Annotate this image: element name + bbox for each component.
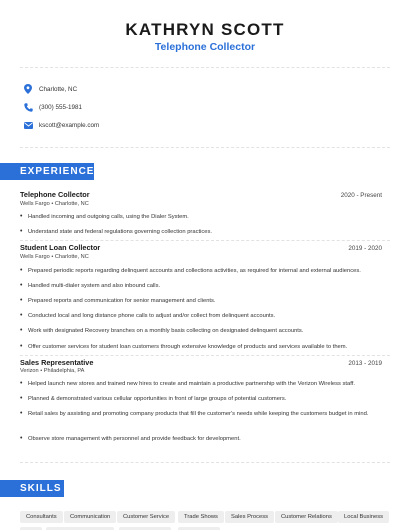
email-text: kscott@example.com [39, 121, 100, 129]
job-company [20, 368, 84, 374]
list-item: • Planned & demonstrated various cellular opportunities in front of large groups of potential customers. [20, 395, 287, 402]
company-name: Wells Fargo [20, 201, 50, 207]
company-location: Charlotte, NC [54, 201, 89, 207]
list-item: • Prepared reports and communication for senior management and clients. [20, 297, 216, 304]
skill-tag: Communication [64, 511, 116, 523]
separator: • [51, 201, 54, 207]
contact-phone [22, 101, 82, 113]
divider [20, 67, 390, 68]
phone-text: (300) 555-1981 [39, 103, 83, 111]
divider [20, 462, 390, 463]
list-item: • Work with designated Recovery branches on a monthly basis collecting on designated delinquent accounts. [20, 327, 304, 334]
candidate-title: Telephone Collector [154, 41, 256, 53]
company-name: Wells Fargo [20, 254, 50, 260]
company-name: Verizon [20, 368, 39, 374]
skill-tag: Local Business [338, 511, 389, 523]
list-item: • Handled incoming and outgoing calls, using the Dialer System. [20, 213, 189, 220]
location-pin-icon [22, 83, 34, 95]
phone-icon [22, 101, 34, 113]
job-role: Student Loan Collector [20, 243, 101, 252]
list-item: • Helped launch new stores and trained new hires to create and maintain a productive partnership with the Verizon Wireless staff. [20, 380, 355, 387]
envelope-icon [22, 119, 34, 131]
separator: • [40, 368, 43, 374]
candidate-name: KATHRYN SCOTT [125, 20, 285, 39]
skills-heading: SKILLS [0, 480, 64, 497]
divider [20, 355, 390, 356]
skill-tag: Consultants [20, 511, 63, 523]
job-header [20, 358, 382, 367]
list-item: • Observe store management with personnel and provide feedback for development. [20, 435, 241, 442]
job-dates: 2013 - 2019 [348, 360, 382, 367]
job-header [20, 243, 382, 252]
list-item: • Conducted local and long distance phone calls to adjust and/or collect from delinquent accounts. [20, 312, 276, 319]
company-location: Charlotte, NC [54, 254, 89, 260]
job-company [20, 201, 89, 207]
list-item: • Understand state and federal regulations governing collection practices. [20, 228, 213, 235]
job-role: Sales Representative [20, 358, 94, 367]
skill-tag: Customer Relations [275, 511, 338, 523]
divider [20, 147, 390, 148]
experience-heading: EXPERIENCE [0, 163, 94, 180]
list-item: • Prepared periodic reports regarding delinquent accounts and collections activities, as required for internal and external audiences. [20, 267, 361, 274]
location-text: Charlotte, NC [39, 85, 78, 93]
job-dates: 2019 - 2020 [348, 245, 382, 252]
list-item: • Handled multi-dialer system and also inbound calls. [20, 282, 161, 289]
list-item: • Offer customer services for student loan customers through extensive knowledge of products and services available to them. [20, 343, 348, 350]
contact-email [22, 119, 99, 131]
list-item: • Retail sales by assisting and promoting company products that fill the customer's needs while keeping the customers budget in mind. [20, 410, 369, 417]
job-company [20, 254, 89, 260]
separator: • [51, 254, 54, 260]
job-role: Telephone Collector [20, 190, 90, 199]
company-location: Philadelphia, PA [43, 368, 85, 374]
skill-tag: Customer Service [117, 511, 175, 523]
skill-tag: Trade Shows [178, 511, 224, 523]
job-header [20, 190, 382, 199]
job-dates: 2020 - Present [340, 192, 382, 199]
divider [20, 240, 390, 241]
contact-location [22, 83, 77, 95]
skill-tag: Sales Process [225, 511, 274, 523]
